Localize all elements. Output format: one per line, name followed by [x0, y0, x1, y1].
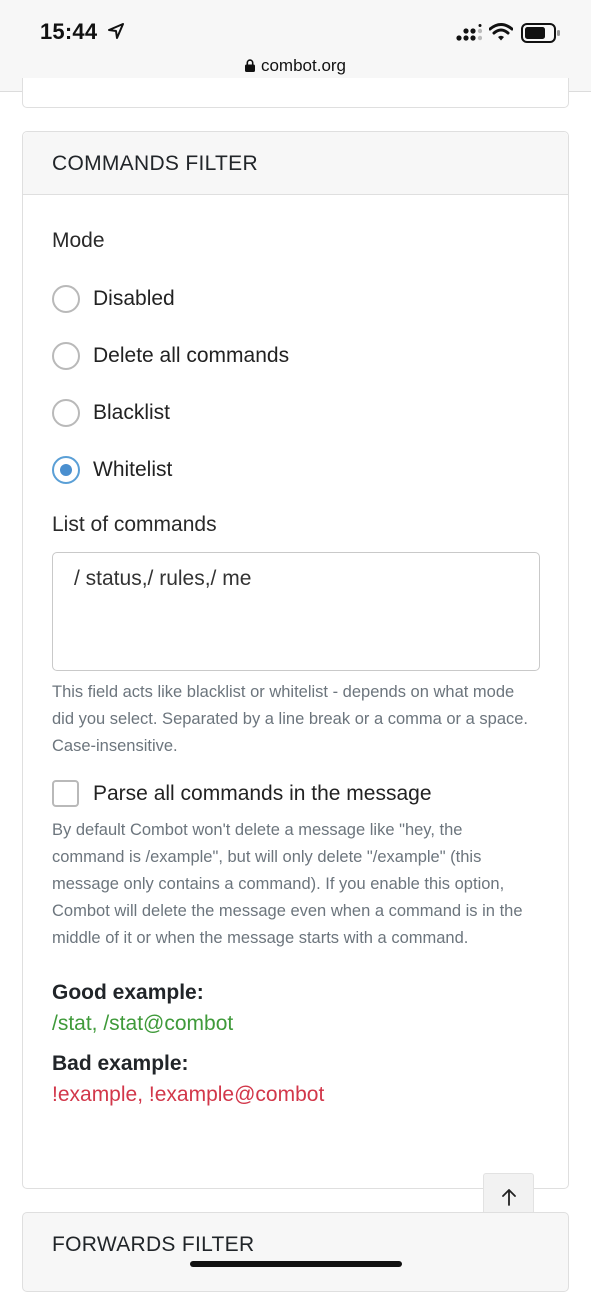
commands-filter-card [22, 131, 569, 1189]
mode-option-delete-all[interactable] [52, 327, 539, 384]
forwards-filter-card [22, 1212, 569, 1292]
home-indicator [190, 1261, 402, 1267]
address-bar[interactable] [0, 56, 591, 76]
parse-all-checkbox[interactable] [52, 780, 79, 807]
lock-icon [245, 59, 255, 72]
radio-label: Delete all commands [93, 343, 290, 367]
wifi-icon [489, 22, 513, 42]
bad-example-text: !example, !example@combot [52, 1083, 325, 1106]
arrow-up-icon [501, 1188, 517, 1206]
commands-textarea[interactable]: / status,/ rules,/ me [52, 552, 540, 671]
good-example-text: /stat, /stat@combot [52, 1012, 234, 1035]
mode-option-disabled[interactable] [52, 270, 539, 327]
card-title: COMMANDS FILTER [23, 132, 568, 195]
parse-all-option[interactable] [52, 780, 539, 807]
card-title: FORWARDS FILTER [52, 1233, 255, 1256]
url-text: combot.org [260, 56, 347, 75]
mode-label: Mode [52, 229, 105, 252]
mode-option-whitelist[interactable] [52, 441, 539, 498]
parse-all-label: Parse all commands in the message [93, 781, 432, 805]
radio-label: Blacklist [93, 400, 171, 424]
bad-example-title: Bad example: [52, 1052, 189, 1075]
previous-card-bottom [22, 78, 569, 108]
radio-button[interactable] [52, 399, 80, 427]
battery-icon [521, 22, 561, 44]
mode-option-blacklist[interactable] [52, 384, 539, 441]
status-time: 15:44 [40, 19, 98, 44]
signal-icon [456, 24, 482, 42]
list-help-text: This field acts like blacklist or whitelist - depends on what mode did you select. Separated by a line break or a comma or a space. Case-insensitive. [52, 683, 529, 755]
radio-label: Disabled [93, 286, 175, 310]
list-of-commands-label: List of commands [52, 513, 217, 536]
card-body [23, 195, 568, 1107]
good-example-title: Good example: [52, 981, 204, 1004]
location-arrow-icon [108, 23, 124, 39]
radio-button[interactable] [52, 285, 80, 313]
radio-label: Whitelist [93, 457, 173, 481]
parse-all-help-text: By default Combot won't delete a message like "hey, the command is /example", but will only delete "/example" (this message only contains a command). If you enable this option, Combot will delete the message even when a command is in the middle of it or when the message starts with a command. [52, 821, 523, 947]
radio-button[interactable] [52, 342, 80, 370]
radio-button-selected[interactable] [52, 456, 80, 484]
